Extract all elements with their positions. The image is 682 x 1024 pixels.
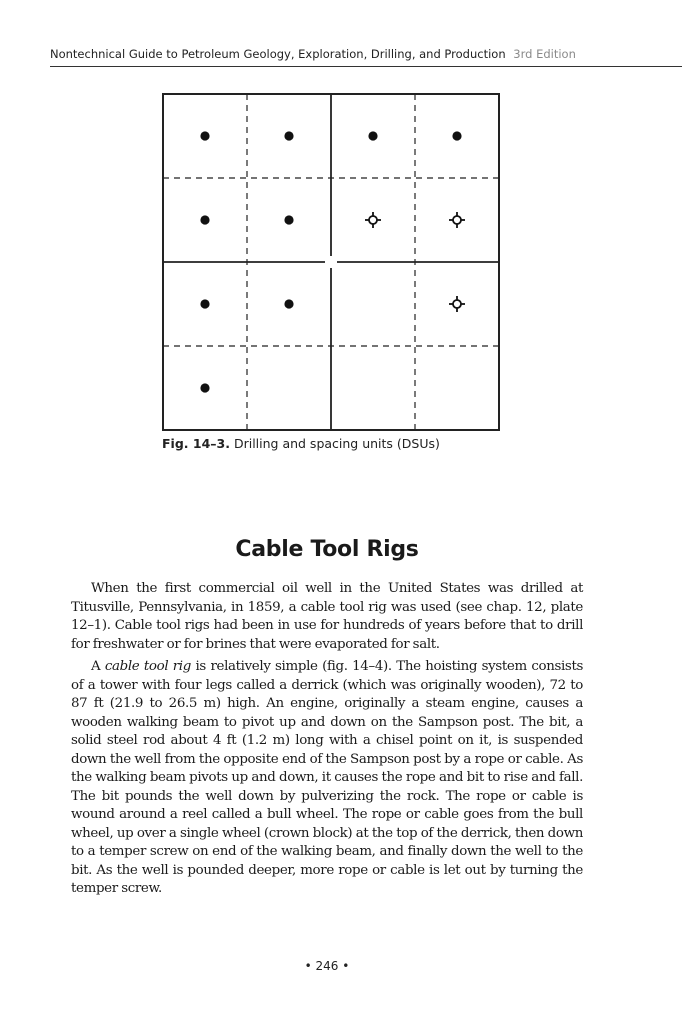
producing-well-icon xyxy=(284,299,293,308)
page-number: • 246 • xyxy=(304,959,350,973)
figure-caption-text: Drilling and spacing units (DSUs) xyxy=(233,436,440,451)
grid-center-gap xyxy=(325,256,337,268)
producing-well-icon xyxy=(284,131,293,140)
paragraph-lead: A xyxy=(91,659,105,674)
producing-well-icon xyxy=(200,299,209,308)
edition-label: 3rd Edition xyxy=(513,47,576,61)
location-symbol-icon xyxy=(449,212,465,228)
producing-well-icon xyxy=(200,131,209,140)
dsu-grid-diagram xyxy=(160,92,506,432)
producing-well-icon xyxy=(452,131,461,140)
dsu-figure xyxy=(160,92,506,432)
header-rule xyxy=(50,66,682,67)
book-title: Nontechnical Guide to Petroleum Geology, Exploration, Drilling, and Production xyxy=(50,47,506,61)
producing-well-icon xyxy=(200,215,209,224)
producing-well-icon xyxy=(368,131,377,140)
location-symbol-icon xyxy=(449,296,465,312)
producing-well-icon xyxy=(200,383,209,392)
section-title: Cable Tool Rigs xyxy=(235,537,419,562)
defined-term: cable tool rig xyxy=(104,659,191,674)
location-symbol-icon xyxy=(365,212,381,228)
paragraph xyxy=(71,658,583,899)
body-text xyxy=(71,580,583,903)
figure-caption xyxy=(162,436,440,451)
paragraph-body: is relatively simple (fig. 14–4). The hoisting system consists of a tower with four legs called a derrick (which was originally wooden), 72 to 87 ft (21.9 to 26.5 m) high. An engine, originally a steam engine, causes a wooden walking beam to pivot up and down on the Sampson post. The bit, a solid steel rod about 4 ft (1.2 m) long with a chisel point on it, is suspended down the well from the opposite end of the Sampson post by a rope or cable. As the walking beam pivots up and down, it causes the rope and bit to rise and fall. The bit pounds the well down by pulverizing the rock. The rope or cable is wound around a reel called a bull wheel. The rope or cable goes from the bull wheel, up over a single wheel (crown block) at the top of the derrick, then down to a temper screw on end of the walking beam, and finally down the well to the bit. As the well is pounded deeper, more rope or cable is let out by turning the temper screw. xyxy=(71,659,584,896)
running-head xyxy=(50,47,682,61)
producing-well-icon xyxy=(284,215,293,224)
figure-label: Fig. 14–3. xyxy=(162,436,230,451)
paragraph: When the first commercial oil well in the United States was drilled at Titusville, Pennsylvania, in 1859, a cable tool rig was used (see chap. 12, plate 12–1). Cable tool rigs had been in use for hundreds of years before that to drill for freshwater or for brines that were evaporated for salt. xyxy=(71,581,583,652)
grid-lines xyxy=(163,94,499,430)
